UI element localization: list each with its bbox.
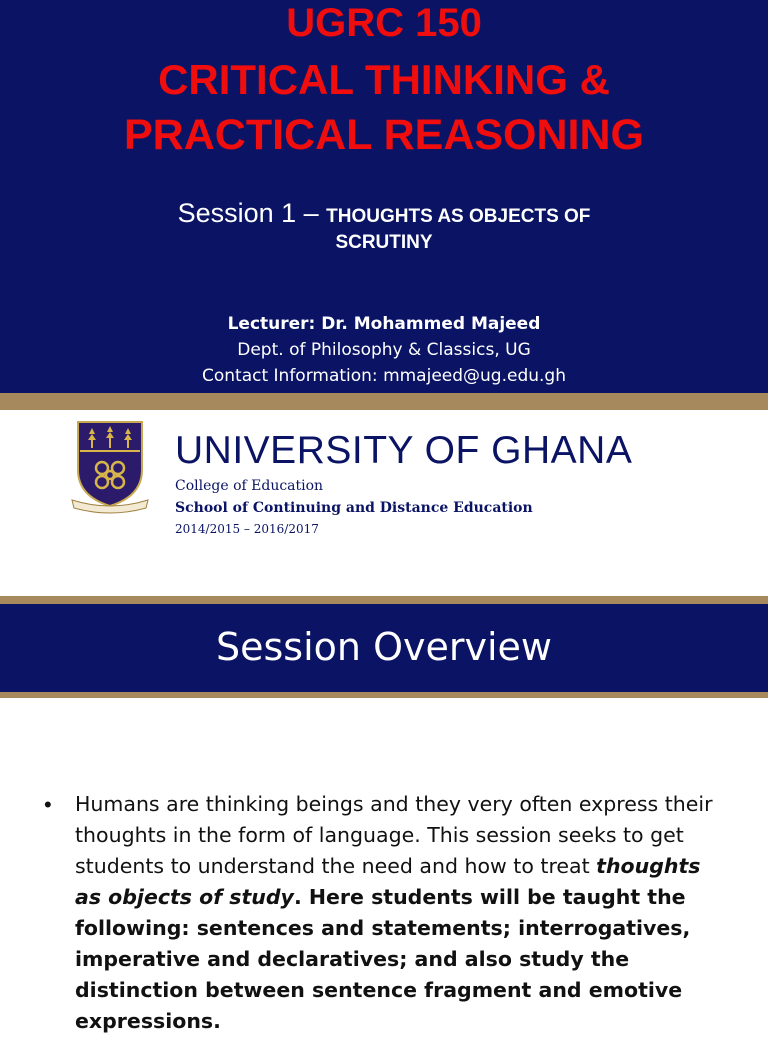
university-crest-icon — [70, 418, 150, 514]
bullet-icon: • — [44, 792, 52, 817]
overview-bullet — [75, 789, 725, 1037]
session-prefix: Session 1 – — [177, 198, 327, 228]
session-heading — [0, 198, 768, 229]
college-name: College of Education — [175, 478, 324, 494]
overview-title: Session Overview — [216, 625, 552, 669]
course-title-line1: CRITICAL THINKING & — [158, 56, 610, 103]
session-topic-line1: THOUGHTS AS OBJECTS OF — [326, 206, 591, 227]
contact-info: Contact Information: mmajeed@ug.edu.gh — [201, 366, 566, 386]
school-name: School of Continuing and Distance Education — [175, 500, 533, 516]
session-topic-line2: SCRUTINY — [335, 232, 433, 253]
gold-divider — [0, 596, 768, 604]
course-code: UGRC 150 — [286, 1, 482, 45]
department: Dept. of Philosophy & Classics, UG — [237, 340, 531, 360]
lecturer-name: Lecturer: Dr. Mohammed Majeed — [227, 314, 541, 334]
university-name: UNIVERSITY OF GHANA — [175, 429, 633, 472]
bullet-bold-text: . Here students will be taught the following: sentences and statements; interrogatives, imperative and declaratives; and also study the distinction between sentence fragment and emotive expressions. — [75, 885, 691, 1033]
academic-years: 2014/2015 – 2016/2017 — [175, 522, 319, 536]
bullet-plain-text: Humans are thinking beings and they very often express their thoughts in the form of language. This session seeks to get students to understand the need and how to treat — [75, 792, 713, 878]
gold-divider — [0, 393, 768, 410]
title-slide — [0, 0, 768, 393]
gold-divider — [0, 692, 768, 698]
course-title-line2: PRACTICAL REASONING — [123, 111, 644, 159]
bullet-emphasis-text: thoughts as objects of study — [75, 854, 701, 909]
